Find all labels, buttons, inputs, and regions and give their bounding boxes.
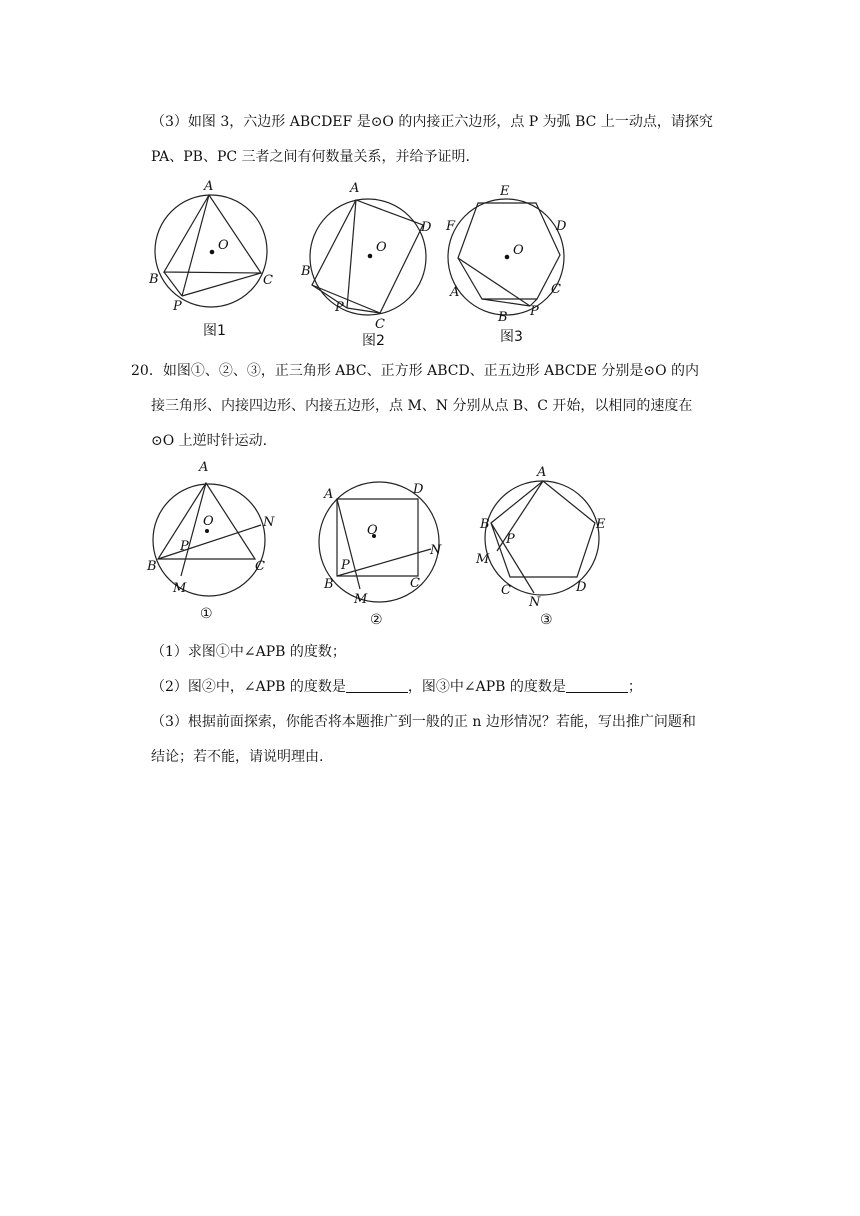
q19-part3-line1: （3）如图 3，六边形 ABCDEF 是⊙O 的内接正六边形，点 P 为弧 BC 上一动点，请探究	[151, 114, 713, 130]
q20-line2: 接三角形、内接四边形、内接五边形，点 M、N 分别从点 B、C 开始，以相同的速度在	[151, 398, 693, 414]
subquestion-2-part-a: （2）图②中，∠APB 的度数是	[151, 679, 346, 695]
label-N: N	[430, 543, 442, 558]
label-B: B	[147, 559, 157, 574]
figure-2-square	[295, 175, 440, 350]
label-O: O	[218, 238, 229, 253]
figure-1-triangle	[145, 175, 280, 345]
answer-blank-fig3[interactable]	[566, 678, 628, 693]
label-M: M	[173, 581, 187, 596]
label-D: D	[421, 220, 432, 235]
caption-fig1: 图1	[203, 323, 226, 339]
caption-fig2: 图2	[362, 333, 385, 349]
subquestion-2-part-b: ，图③中∠APB 的度数是	[407, 679, 566, 695]
label-O: O	[376, 240, 387, 255]
figure-circle-1-triangle	[143, 455, 283, 630]
caption-fig3: 图3	[500, 329, 523, 345]
figure-3-hexagon	[440, 175, 580, 350]
subquestion-2-part-c: ；	[627, 679, 642, 695]
label-D: D	[556, 219, 567, 234]
label-P: P	[335, 300, 344, 315]
label-A: A	[199, 460, 209, 475]
subquestion-2	[151, 677, 642, 697]
label-E: E	[500, 184, 510, 199]
label-A: A	[537, 465, 547, 480]
label-D: D	[576, 580, 587, 595]
label-C: C	[501, 583, 511, 598]
label-P: P	[341, 558, 350, 573]
label-A: A	[204, 179, 214, 194]
label-P: P	[180, 539, 189, 554]
caption-circle-2: ②	[370, 612, 383, 628]
label-C: C	[255, 559, 265, 574]
label-O: O	[203, 514, 214, 529]
label-A: A	[324, 487, 334, 502]
label-C: C	[263, 273, 273, 288]
label-N: N	[529, 595, 541, 610]
label-B: B	[324, 577, 334, 592]
label-P: P	[530, 304, 539, 319]
q19-part3-line2: PA、PB、PC 三者之间有何数量关系，并给予证明.	[151, 149, 470, 165]
label-M: M	[354, 592, 368, 607]
label-O: O	[367, 523, 378, 538]
q20-line1: 20．如图①、②、③，正三角形 ABC、正方形 ABCD、正五边形 ABCDE 分别是⊙O 的内	[131, 363, 700, 379]
label-P: P	[173, 299, 182, 314]
label-B: B	[301, 264, 311, 279]
label-E: E	[596, 517, 606, 532]
label-N: N	[263, 515, 275, 530]
label-A: A	[450, 285, 460, 300]
label-P: P	[506, 532, 515, 547]
label-D: D	[413, 482, 424, 497]
caption-circle-1: ①	[200, 606, 213, 622]
label-C: C	[410, 576, 420, 591]
subquestion-3-line2: 结论；若不能，请说明理由.	[151, 749, 324, 765]
label-C: C	[551, 282, 561, 297]
figure-circle-3-pentagon	[470, 460, 615, 630]
q20-line3: ⊙O 上逆时针运动.	[151, 433, 268, 449]
label-B: B	[480, 517, 490, 532]
label-M: M	[476, 552, 490, 567]
caption-circle-3: ③	[540, 612, 553, 628]
label-B: B	[498, 310, 508, 325]
label-C: C	[375, 317, 385, 332]
answer-blank-fig2[interactable]	[346, 678, 408, 693]
label-B: B	[149, 272, 159, 287]
label-A: A	[350, 181, 360, 196]
label-O: O	[513, 243, 524, 258]
figure-circle-2-square	[312, 470, 457, 640]
subquestion-3-line1: （3）根据前面探索，你能否将本题推广到一般的正 n 边形情况？若能，写出推广问题和	[151, 714, 696, 730]
label-F: F	[446, 219, 456, 234]
subquestion-1: （1）求图①中∠APB 的度数；	[151, 644, 346, 660]
